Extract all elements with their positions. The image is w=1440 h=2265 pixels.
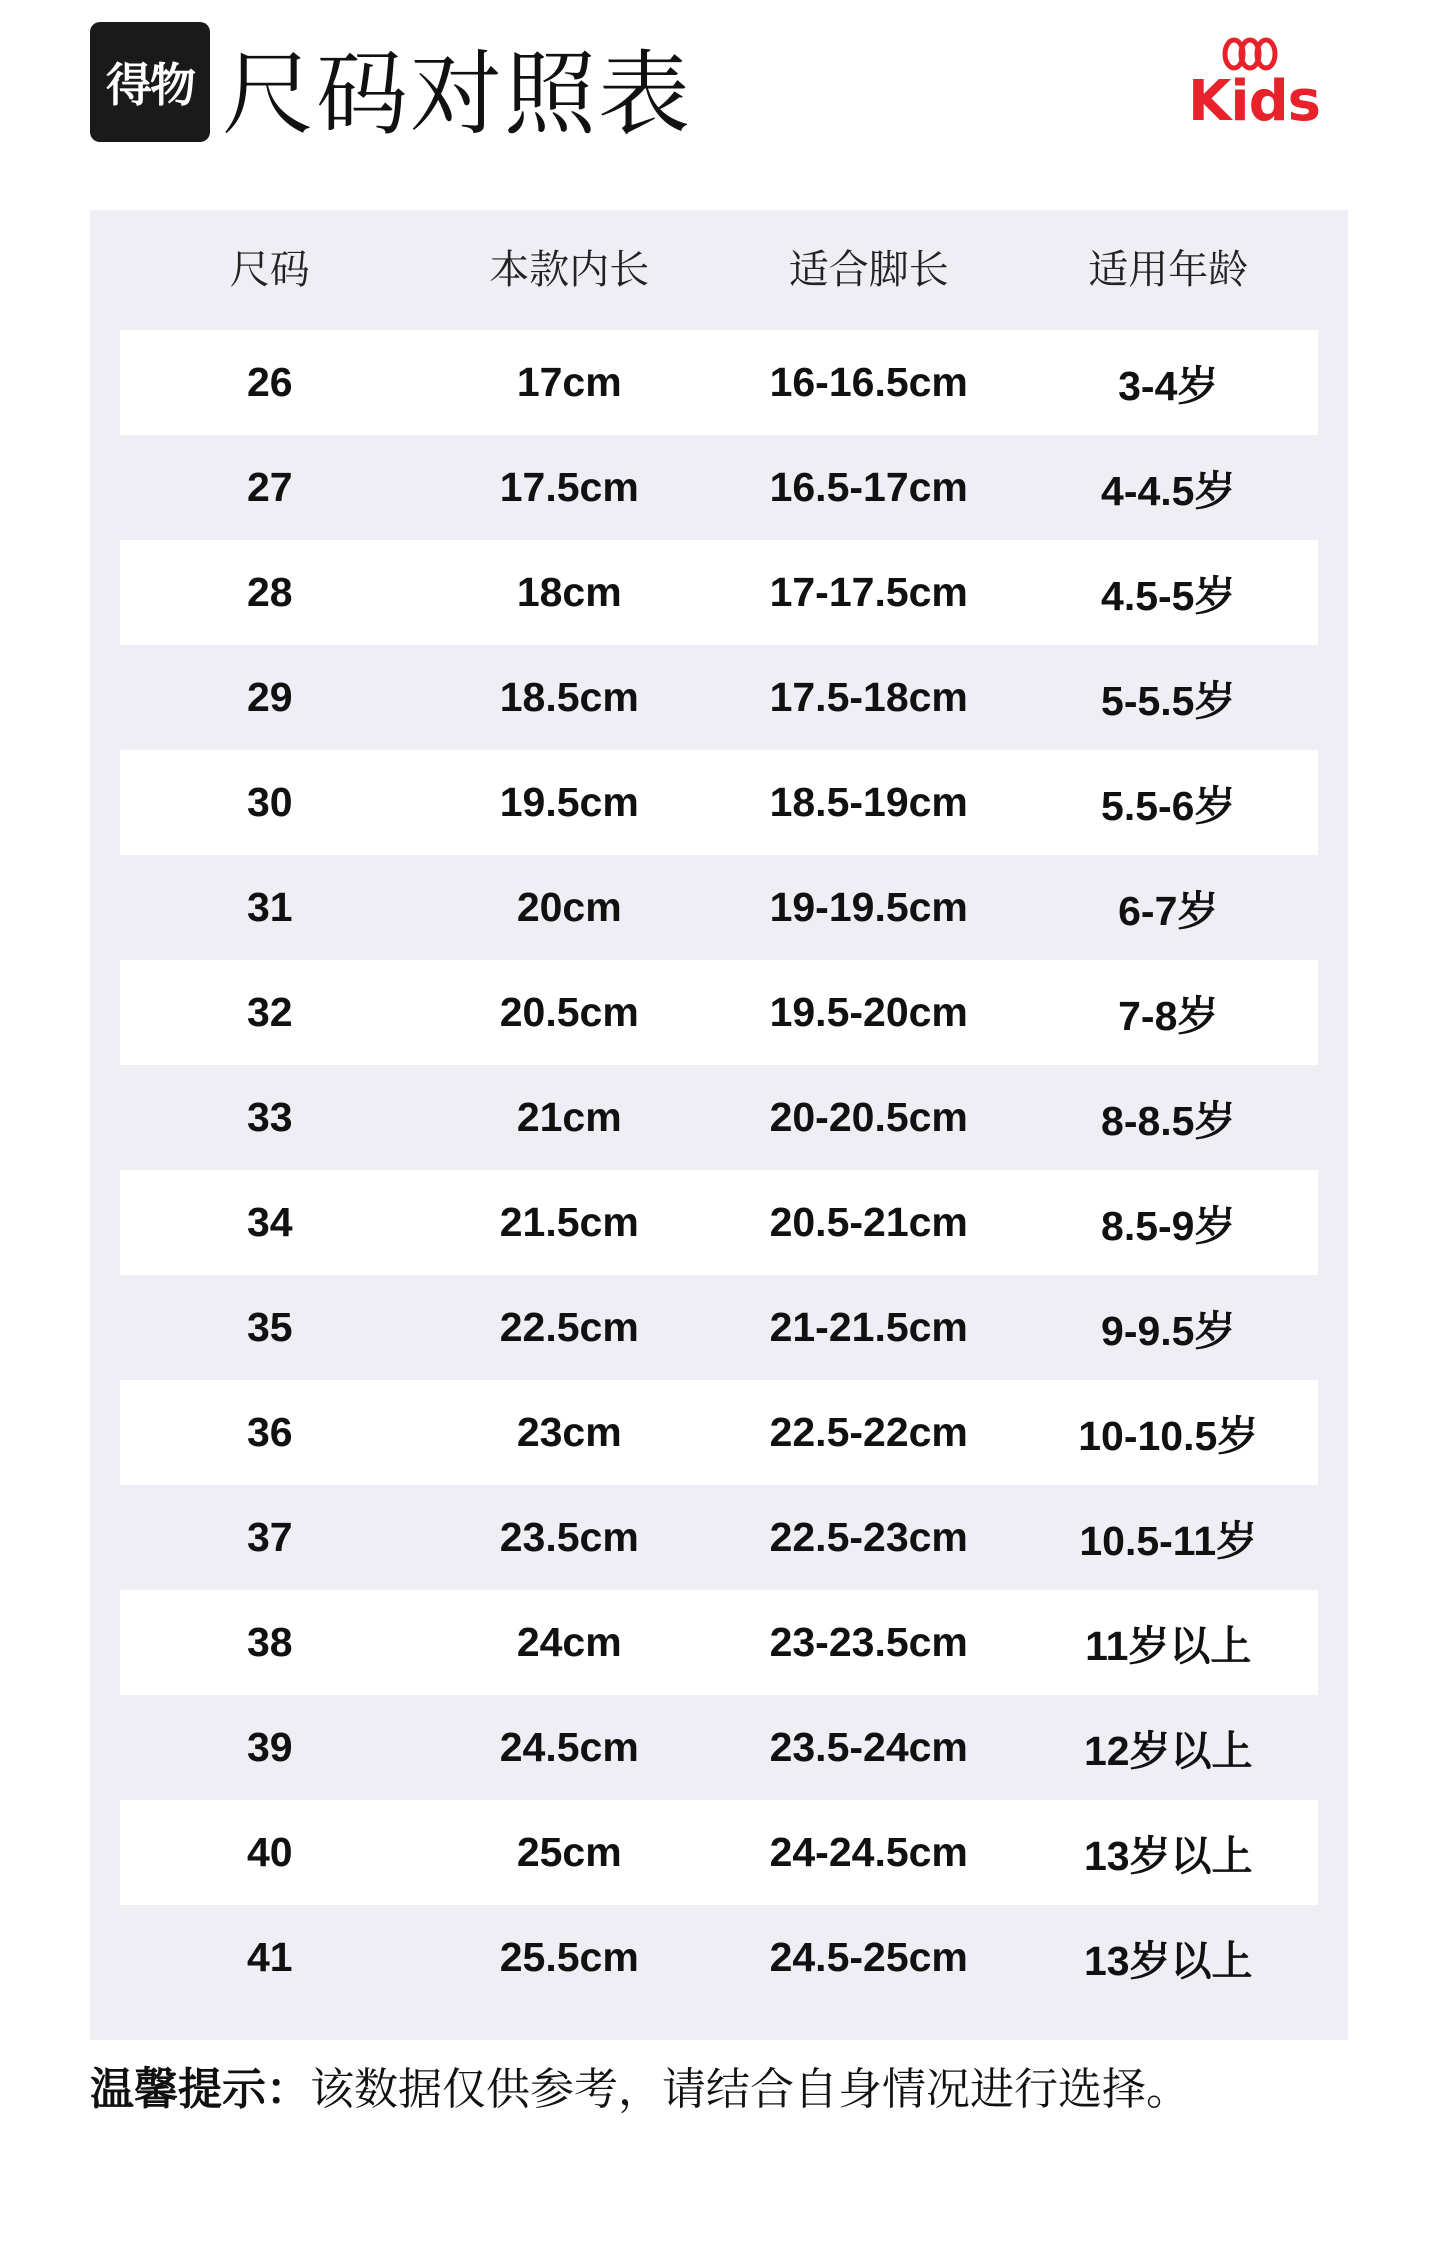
cell-inner-length: 25cm [516, 1829, 622, 1875]
column-header-foot-length: 适合脚长 [788, 247, 949, 293]
column-header-age: 适用年龄 [1088, 247, 1249, 293]
table-row [120, 1065, 1318, 1170]
cell-inner-length: 20.5cm [499, 989, 639, 1035]
cell-foot-length: 20.5-21cm [769, 1199, 968, 1245]
cell-foot-length: 19.5-20cm [769, 989, 968, 1035]
table-row [120, 330, 1318, 435]
cell-foot-length: 22.5-22cm [769, 1409, 968, 1455]
cell-age: 11岁以上 [1085, 1623, 1252, 1669]
table-row [120, 1590, 1318, 1695]
table-row [120, 1170, 1318, 1275]
cell-size: 37 [246, 1514, 293, 1560]
column-header-size: 尺码 [229, 247, 310, 293]
table-row [120, 645, 1318, 750]
cell-inner-length: 18cm [516, 569, 622, 615]
cell-foot-length: 20-20.5cm [769, 1094, 968, 1140]
table-row [120, 960, 1318, 1065]
cell-age: 5.5-6岁 [1101, 783, 1236, 829]
table-row [120, 1275, 1318, 1380]
tip-label: 温馨提示： [90, 2064, 310, 2115]
cell-foot-length: 22.5-23cm [769, 1514, 968, 1560]
cell-inner-length: 23cm [516, 1409, 622, 1455]
cell-inner-length: 24cm [516, 1619, 622, 1665]
cell-foot-length: 19-19.5cm [769, 884, 968, 930]
cell-age: 12岁以上 [1083, 1728, 1253, 1774]
cell-inner-length: 21.5cm [499, 1199, 639, 1245]
brand-logo [90, 22, 210, 142]
cell-foot-length: 18.5-19cm [769, 779, 968, 825]
cell-inner-length: 17cm [516, 359, 622, 405]
cell-foot-length: 23-23.5cm [769, 1619, 968, 1665]
header [0, 0, 1440, 190]
cell-size: 40 [246, 1829, 293, 1875]
table-row [120, 1380, 1318, 1485]
cell-size: 34 [246, 1199, 293, 1245]
cell-age: 4.5-5岁 [1101, 573, 1236, 619]
cell-age: 3-4岁 [1118, 363, 1219, 409]
cell-inner-length: 17.5cm [499, 464, 639, 510]
table-row [120, 1695, 1318, 1800]
cell-size: 29 [246, 674, 293, 720]
cell-inner-length: 19.5cm [499, 779, 639, 825]
table-row [120, 1485, 1318, 1590]
column-header-inner-length: 本款内长 [489, 247, 650, 293]
cell-inner-length: 21cm [516, 1094, 622, 1140]
cell-size: 32 [246, 989, 293, 1035]
cell-size: 39 [246, 1724, 293, 1770]
cell-age: 13岁以上 [1083, 1938, 1253, 1984]
cell-size: 36 [246, 1409, 293, 1455]
tip-text: 该数据仅供参考，请结合自身情况进行选择。 [310, 2064, 1190, 2115]
cell-age: 7-8岁 [1118, 993, 1219, 1039]
cell-inner-length: 18.5cm [499, 674, 639, 720]
cell-size: 31 [246, 884, 293, 930]
cell-size: 33 [246, 1094, 293, 1140]
cell-age: 5-5.5岁 [1101, 678, 1236, 724]
cell-size: 28 [246, 569, 293, 615]
cell-age: 6-7岁 [1118, 888, 1219, 934]
cell-inner-length: 25.5cm [499, 1934, 639, 1980]
table-header [120, 210, 1318, 330]
cell-size: 27 [246, 464, 293, 510]
table-body [120, 330, 1318, 2010]
cell-age: 13岁以上 [1083, 1833, 1253, 1879]
abc-kids-mark-icon [1222, 34, 1278, 74]
cell-size: 35 [246, 1304, 293, 1350]
table-row [120, 750, 1318, 855]
cell-size: 38 [246, 1619, 293, 1665]
cell-foot-length: 24-24.5cm [769, 1829, 968, 1875]
cell-foot-length: 16-16.5cm [769, 359, 968, 405]
table-row [120, 540, 1318, 645]
cell-age: 4-4.5岁 [1101, 468, 1236, 514]
cell-age: 10.5-11岁 [1079, 1518, 1258, 1564]
cell-foot-length: 17.5-18cm [769, 674, 968, 720]
cell-foot-length: 21-21.5cm [769, 1304, 968, 1350]
table-row [120, 855, 1318, 960]
cell-inner-length: 23.5cm [499, 1514, 639, 1560]
cell-inner-length: 24.5cm [499, 1724, 639, 1770]
kids-logo-text: Kids [1188, 69, 1321, 134]
table-row [120, 1800, 1318, 1905]
cell-age: 9-9.5岁 [1101, 1308, 1236, 1354]
cell-foot-length: 16.5-17cm [769, 464, 968, 510]
cell-inner-length: 20cm [516, 884, 622, 930]
cell-size: 30 [246, 779, 293, 825]
cell-inner-length: 22.5cm [499, 1304, 639, 1350]
cell-size: 26 [246, 359, 293, 405]
cell-foot-length: 23.5-24cm [769, 1724, 968, 1770]
table-row [120, 1905, 1318, 2010]
size-chart-panel [90, 210, 1348, 2040]
cell-age: 10-10.5岁 [1078, 1413, 1259, 1459]
table-row [120, 435, 1318, 540]
cell-age: 8-8.5岁 [1101, 1098, 1236, 1144]
cell-age: 8.5-9岁 [1101, 1203, 1236, 1249]
cell-foot-length: 17-17.5cm [769, 569, 968, 615]
cell-size: 41 [246, 1934, 293, 1980]
cell-foot-length: 24.5-25cm [769, 1934, 968, 1980]
page-title: 尺码对照表 [222, 41, 693, 148]
brand-logo-text: 得物 [106, 58, 194, 112]
kids-logo [1180, 34, 1320, 144]
footer-tip [90, 2055, 1350, 2125]
